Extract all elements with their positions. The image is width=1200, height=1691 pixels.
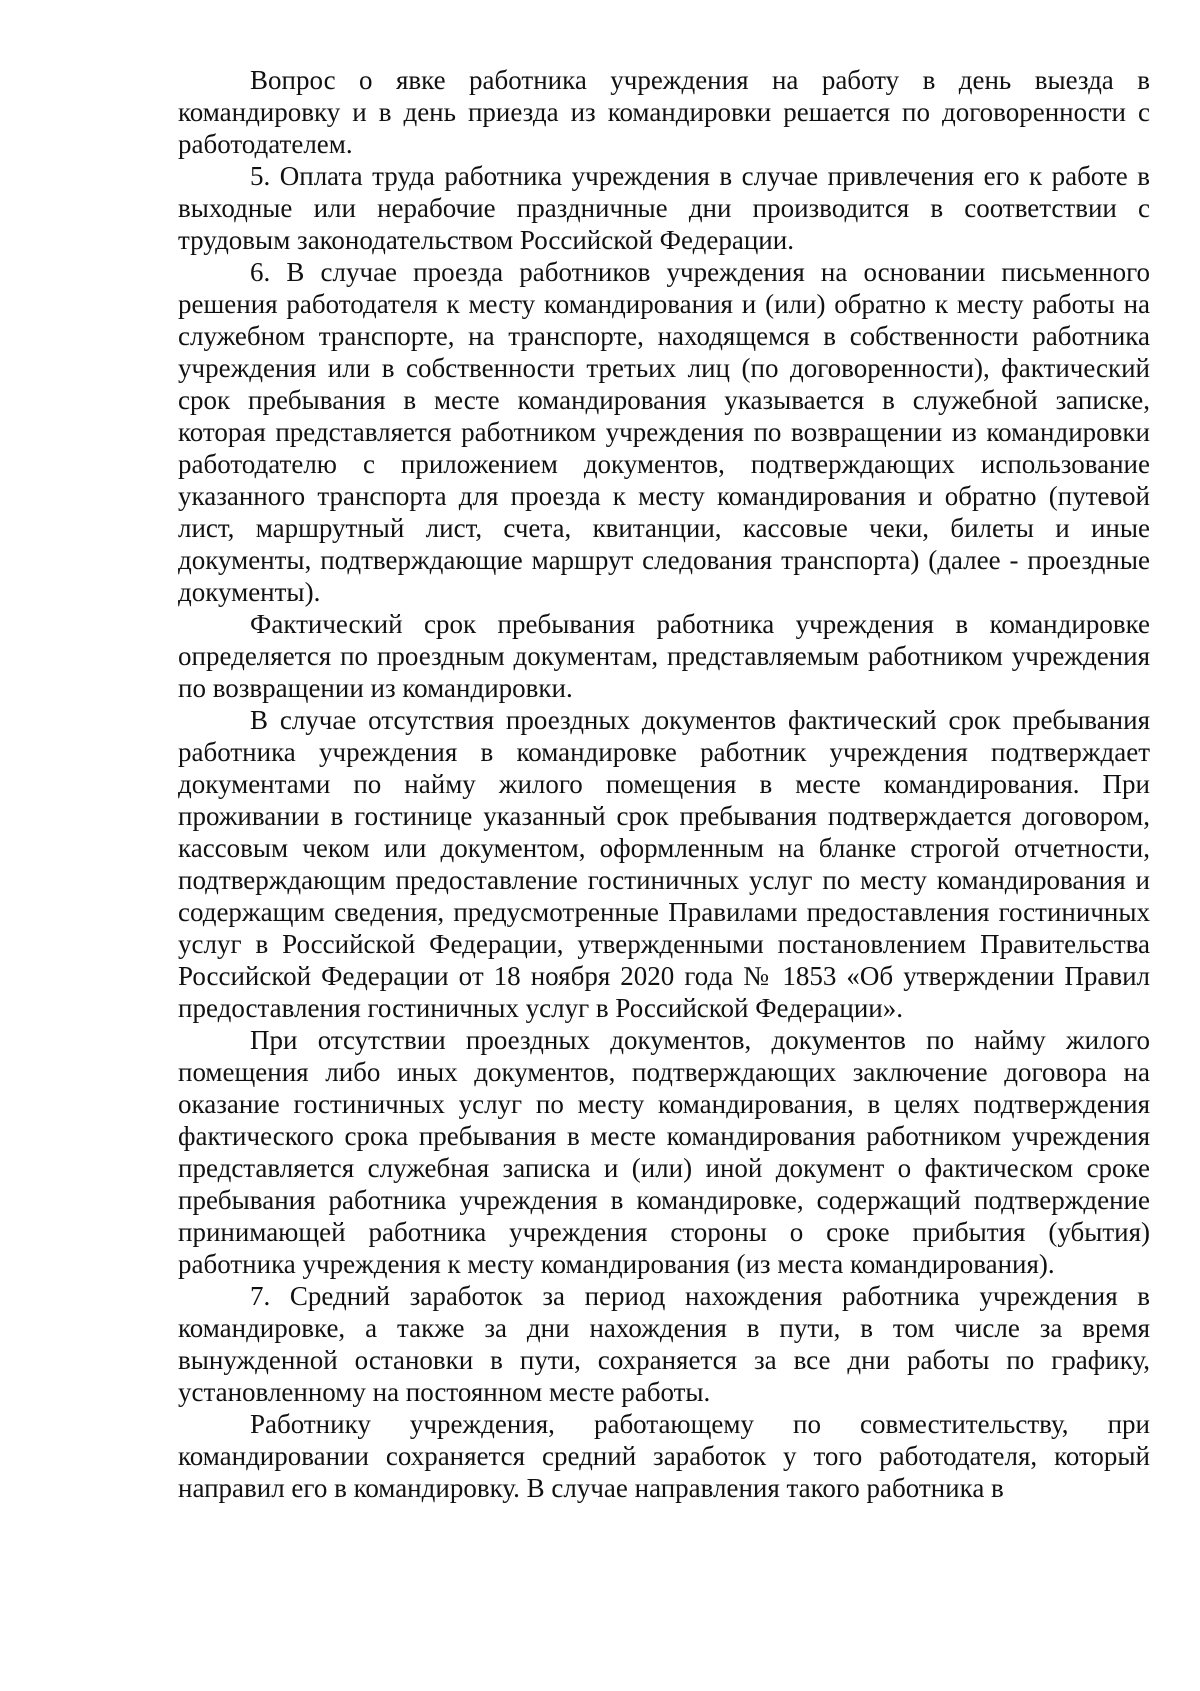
paragraph-item-7-average-earnings: 7. Средний заработок за период нахождения работника учреждения в командировке, а также за дни нахождения в пути, в том числе за время вынужденной остановки в пути, сохраняется за все дни работы по графику, установленному на постоянном месте работы. bbox=[178, 1281, 1150, 1407]
document-page bbox=[178, 64, 1150, 1504]
paragraph-missing-docs: При отсутствии проездных документов, документов по найму жилого помещения либо иных документов, подтверждающих заключение договора на оказание гостиничных услуг по месту командирования, в целях подтверждения фактического срока пребывания в месте командирования работником учреждения представляется служебная записка и (или) иной документ о фактическом сроке пребывания работника учреждения в командировке, содержащий подтверждение принимающей работника учреждения стороны о сроке прибытия (убытия) работника учреждения к месту командирования (из места командирования). bbox=[178, 1025, 1150, 1279]
paragraph-item-5-pay: 5. Оплата труда работника учреждения в случае привлечения его к работе в выходные или нерабочие праздничные дни производится в соответствии с трудовым законодательством Российской Федерации. bbox=[178, 161, 1150, 255]
paragraph-item-6-transport: 6. В случае проезда работников учреждения на основании письменного решения работодателя к месту командирования и (или) обратно к месту работы на служебном транспорте, на транспорте, находящемся в собственности работника учреждения или в собственности третьих лиц (по договоренности), фактический срок пребывания в месте командирования указывается в служебной записке, которая представляется работником учреждения по возвращении из командировки работодателю с приложением документов, подтверждающих использование указанного транспорта для проезда к месту командирования и обратно (путевой лист, маршрутный лист, счета, квитанции, кассовые чеки, билеты и иные документы, подтверждающие маршрут следования транспорта) (далее - проездные документы). bbox=[178, 257, 1150, 607]
paragraph-part-time-worker: Работнику учреждения, работающему по совместительству, при командировании сохраняется средний заработок у того работодателя, который направил его в командировку. В случае направления такого работника в bbox=[178, 1409, 1150, 1503]
paragraph-no-travel-docs: В случае отсутствия проездных документов фактический срок пребывания работника учреждения в командировке работник учреждения подтверждает документами по найму жилого помещения в месте командирования. При проживании в гостинице указанный срок пребывания подтверждается договором, кассовым чеком или документом, оформленным на бланке строгой отчетности, подтверждающим предоставление гостиничных услуг по месту командирования и содержащим сведения, предусмотренные Правилами предоставления гостиничных услуг в Российской Федерации, утвержденными постановлением Правительства Российской Федерации от 18 ноября 2020 года № 1853 «Об утверждении Правил предоставления гостиничных услуг в Российской Федерации». bbox=[178, 705, 1150, 1023]
paragraph-actual-term: Фактический срок пребывания работника учреждения в командировке определяется по проездным документам, представляемым работником учреждения по возвращении из командировки. bbox=[178, 609, 1150, 703]
paragraph-attendance-question: Вопрос о явке работника учреждения на работу в день выезда в командировку и в день приезда из командировки решается по договоренности с работодателем. bbox=[178, 65, 1150, 159]
